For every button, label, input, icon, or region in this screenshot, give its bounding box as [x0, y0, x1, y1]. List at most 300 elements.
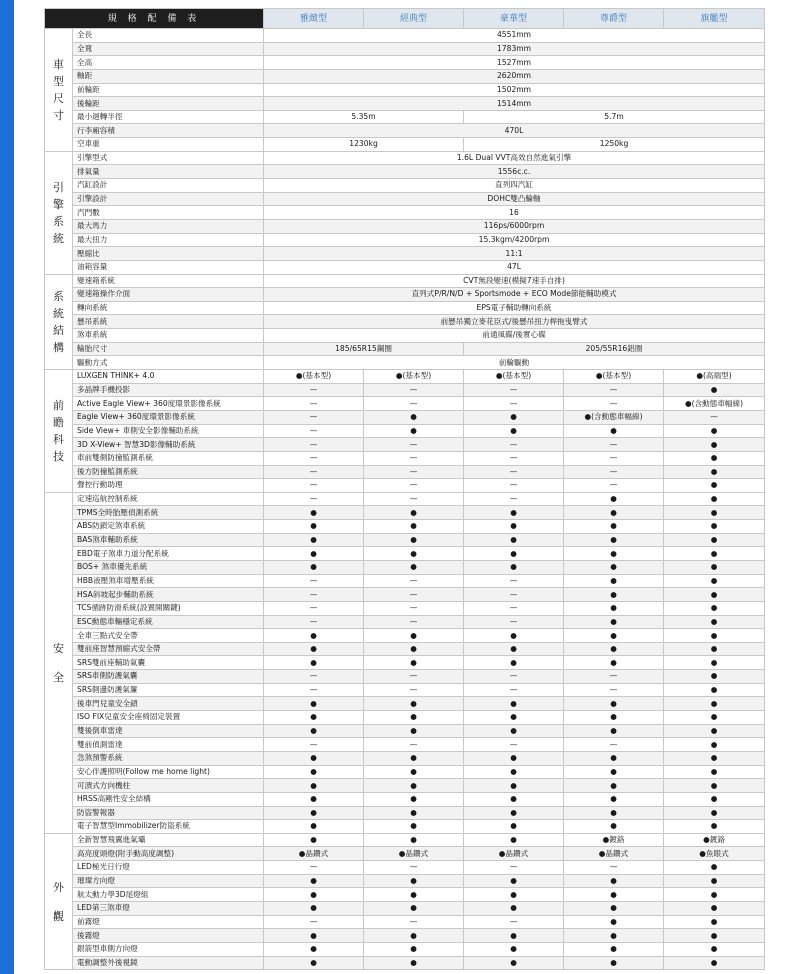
feature-value: ● [664, 656, 765, 670]
table-row [45, 151, 765, 165]
table-row [45, 42, 765, 56]
feature-value: ● [664, 642, 765, 656]
table-row [45, 724, 765, 738]
feature-value: ● [664, 956, 765, 970]
feature-value: ● [364, 629, 464, 643]
feature-value: ● [564, 929, 664, 943]
row-label: 車前雙側防撞監測系統 [73, 451, 264, 465]
feature-value: ● [564, 915, 664, 929]
feature-value: ● [664, 902, 765, 916]
feature-value: ● [364, 820, 464, 834]
feature-value: ● [664, 451, 765, 465]
feature-value: ● [464, 765, 564, 779]
row-label: 最小迴轉半徑 [73, 110, 264, 124]
feature-value: ● [364, 656, 464, 670]
feature-value: — [664, 410, 765, 424]
feature-value: — [464, 397, 564, 411]
feature-value: — [464, 383, 564, 397]
feature-value: — [464, 615, 564, 629]
feature-value: — [364, 479, 464, 493]
feature-value: ● [664, 820, 765, 834]
section-label [45, 833, 73, 969]
feature-value: ● [664, 792, 765, 806]
row-label: 汽缸設計 [73, 179, 264, 193]
row-label: SRS車側防護氣囊 [73, 670, 264, 684]
feature-value: ● [564, 806, 664, 820]
feature-value: ● [464, 533, 564, 547]
table-row [45, 601, 765, 615]
section-label [45, 151, 73, 274]
feature-value: ● [664, 711, 765, 725]
row-label: 煞車系統 [73, 329, 264, 343]
spec-value: 5.35m [264, 110, 464, 124]
table-row [45, 588, 765, 602]
feature-value: ● [464, 902, 564, 916]
feature-value: ● [264, 533, 364, 547]
feature-value: — [264, 410, 364, 424]
section-label-char: 寸 [53, 108, 64, 122]
feature-value: ● [664, 765, 765, 779]
feature-value: ●(高端型) [664, 370, 765, 384]
table-row [45, 533, 765, 547]
feature-value: ● [664, 724, 765, 738]
feature-value: — [564, 683, 664, 697]
feature-value: ● [564, 792, 664, 806]
feature-value: — [264, 465, 364, 479]
table-row [45, 451, 765, 465]
feature-value: — [364, 492, 464, 506]
feature-value: — [264, 601, 364, 615]
feature-value: ●魚眼式 [664, 847, 765, 861]
feature-value: ● [264, 779, 364, 793]
row-label: 前霧燈 [73, 915, 264, 929]
feature-value: — [264, 670, 364, 684]
table-row [45, 492, 765, 506]
feature-value: — [264, 861, 364, 875]
row-label: 懸吊系統 [73, 315, 264, 329]
feature-value: ● [464, 820, 564, 834]
feature-value: ● [264, 902, 364, 916]
feature-value: ● [464, 560, 564, 574]
table-row [45, 642, 765, 656]
feature-value: ● [664, 888, 765, 902]
feature-value: ● [564, 642, 664, 656]
feature-value: ● [564, 751, 664, 765]
feature-value: ● [464, 656, 564, 670]
row-label: 全車三點式安全帶 [73, 629, 264, 643]
feature-value: ● [664, 683, 765, 697]
section-label-char: 技 [53, 449, 64, 463]
feature-value: ● [264, 765, 364, 779]
feature-value: ● [464, 724, 564, 738]
feature-value: — [564, 670, 664, 684]
spec-value: 1502mm [264, 83, 765, 97]
feature-value: — [464, 465, 564, 479]
feature-value: ● [564, 820, 664, 834]
feature-value: ● [264, 656, 364, 670]
row-label: 電動調整外後視鏡 [73, 956, 264, 970]
feature-value: ● [664, 806, 765, 820]
feature-value: ● [664, 779, 765, 793]
row-label: HSA斜坡起步輔助系統 [73, 588, 264, 602]
feature-value: ● [264, 833, 364, 847]
spec-value: 11:1 [264, 247, 765, 261]
row-label: 空車重 [73, 138, 264, 152]
row-label: 電子智慧型Immobilizer防盜系統 [73, 820, 264, 834]
row-label: 全新智慧飛翼進氣壩 [73, 833, 264, 847]
table-row [45, 629, 765, 643]
feature-value: ● [664, 874, 765, 888]
table-row [45, 711, 765, 725]
feature-value: ● [564, 779, 664, 793]
feature-value: ● [564, 560, 664, 574]
section-label-char: 引 [53, 180, 64, 194]
table-row [45, 697, 765, 711]
feature-value: — [264, 438, 364, 452]
feature-value: ● [364, 874, 464, 888]
feature-value: — [364, 601, 464, 615]
table-row [45, 69, 765, 83]
table-row [45, 902, 765, 916]
feature-value: ● [464, 874, 564, 888]
table-row [45, 179, 765, 193]
feature-value: ● [364, 888, 464, 902]
feature-value: ● [264, 697, 364, 711]
table-row [45, 792, 765, 806]
feature-value: ● [564, 888, 664, 902]
feature-value: ● [464, 410, 564, 424]
feature-value: ● [664, 915, 765, 929]
section-label-char: 統 [53, 231, 64, 245]
feature-value: ● [364, 902, 464, 916]
spec-value: 直列四汽缸 [264, 179, 765, 193]
feature-value: — [364, 861, 464, 875]
feature-value: ● [564, 424, 664, 438]
feature-value: ● [664, 438, 765, 452]
row-label: HRSS高剛性安全結構 [73, 792, 264, 806]
table-row [45, 124, 765, 138]
feature-value: — [364, 438, 464, 452]
feature-value: ● [364, 765, 464, 779]
section-label-char: 外 [53, 880, 64, 894]
section-label-char: 安 [53, 641, 64, 655]
section-label-char: 系 [53, 289, 64, 303]
feature-value: ● [564, 942, 664, 956]
feature-value: — [364, 588, 464, 602]
feature-value: — [364, 738, 464, 752]
row-label: 全高 [73, 56, 264, 70]
table-row [45, 547, 765, 561]
table-row [45, 670, 765, 684]
feature-value: ● [364, 424, 464, 438]
feature-value: ● [664, 533, 765, 547]
spec-value: 185/65R15鋼圈 [264, 342, 464, 356]
feature-value: ● [464, 629, 564, 643]
table-row [45, 465, 765, 479]
row-label: 前輪距 [73, 83, 264, 97]
section-label-char: 統 [53, 306, 64, 320]
feature-value: ● [564, 506, 664, 520]
table-row [45, 738, 765, 752]
feature-value: — [264, 915, 364, 929]
feature-value: — [464, 738, 564, 752]
section-label [45, 274, 73, 369]
feature-value: ● [264, 724, 364, 738]
row-label: 雙前偵測雷達 [73, 738, 264, 752]
row-label: Eagle View+ 360度環景影像系統 [73, 410, 264, 424]
table-row [45, 615, 765, 629]
table-row [45, 424, 765, 438]
feature-value: ● [464, 929, 564, 943]
section-label [45, 370, 73, 493]
model-header: 旗艦型 [664, 9, 765, 29]
row-label: LUXGEN THINK+ 4.0 [73, 370, 264, 384]
feature-value: ● [664, 629, 765, 643]
feature-value: — [464, 479, 564, 493]
table-row [45, 83, 765, 97]
row-label: 定速巡航控制系統 [73, 492, 264, 506]
row-label: BAS煞車輔助系統 [73, 533, 264, 547]
feature-value: ● [564, 629, 664, 643]
section-label-char: 觀 [53, 909, 64, 923]
feature-value: ● [564, 956, 664, 970]
feature-value: — [364, 465, 464, 479]
row-label: 可潰式方向機柱 [73, 779, 264, 793]
feature-value: ● [364, 520, 464, 534]
feature-value: ● [364, 410, 464, 424]
feature-value: ●(基本型) [564, 370, 664, 384]
feature-value: ● [464, 547, 564, 561]
feature-value: — [364, 397, 464, 411]
table-row [45, 206, 765, 220]
table-row [45, 861, 765, 875]
feature-value: ● [464, 520, 564, 534]
row-label: 璀璨方向燈 [73, 874, 264, 888]
feature-value: ● [364, 751, 464, 765]
feature-value: ● [264, 751, 364, 765]
table-row [45, 110, 765, 124]
row-label: HBB液壓煞車增壓系統 [73, 574, 264, 588]
feature-value: ● [564, 601, 664, 615]
feature-value: — [364, 451, 464, 465]
feature-value: ● [264, 642, 364, 656]
row-label: ESC動態車輛穩定系統 [73, 615, 264, 629]
feature-value: ● [464, 642, 564, 656]
table-row [45, 315, 765, 329]
feature-value: ● [664, 861, 765, 875]
feature-value: ● [564, 697, 664, 711]
header-row [45, 9, 765, 29]
feature-value: ● [664, 601, 765, 615]
feature-value: — [564, 438, 664, 452]
row-label: 壓縮比 [73, 247, 264, 261]
feature-value: — [464, 438, 564, 452]
feature-value: — [564, 479, 664, 493]
model-header: 雅緻型 [264, 9, 364, 29]
row-label: TPMS全時胎壓偵測系統 [73, 506, 264, 520]
feature-value: — [464, 915, 564, 929]
row-label: Side View+ 車側安全影像輔助系統 [73, 424, 264, 438]
row-label: 輪胎尺寸 [73, 342, 264, 356]
row-label: 最大馬力 [73, 219, 264, 233]
spec-value: 4551mm [264, 29, 765, 43]
spec-value: 1527mm [264, 56, 765, 70]
feature-value: ● [564, 711, 664, 725]
feature-value: — [264, 479, 364, 493]
row-label: 變速箱系統 [73, 274, 264, 288]
table-row [45, 506, 765, 520]
feature-value: ● [464, 506, 564, 520]
spec-value: 1514mm [264, 97, 765, 111]
table-row [45, 370, 765, 384]
model-header: 經典型 [364, 9, 464, 29]
section-label-char: 科 [53, 432, 64, 446]
table-row [45, 656, 765, 670]
table-row [45, 260, 765, 274]
row-label: Active Eagle View+ 360度環景影像系統 [73, 397, 264, 411]
row-label: EBD電子煞車力道分配系統 [73, 547, 264, 561]
feature-value: — [464, 861, 564, 875]
feature-value: ● [264, 506, 364, 520]
feature-value: ● [364, 792, 464, 806]
feature-value: ● [564, 656, 664, 670]
table-row [45, 410, 765, 424]
feature-value: — [564, 397, 664, 411]
table-row [45, 219, 765, 233]
feature-value: ● [364, 779, 464, 793]
spec-value: 2620mm [264, 69, 765, 83]
feature-value: ● [564, 765, 664, 779]
feature-value: ● [464, 779, 564, 793]
feature-value: ●(基本型) [264, 370, 364, 384]
feature-value: — [264, 574, 364, 588]
feature-value: — [464, 601, 564, 615]
row-label: 引擎設計 [73, 192, 264, 206]
feature-value: ● [664, 506, 765, 520]
feature-value: ● [264, 560, 364, 574]
model-header: 尊爵型 [564, 9, 664, 29]
section-label-char: 全 [53, 670, 64, 684]
table-row [45, 329, 765, 343]
spec-value: 205/55R16鋁圈 [464, 342, 765, 356]
feature-value: ● [564, 902, 664, 916]
feature-value: — [364, 683, 464, 697]
feature-value: ● [364, 642, 464, 656]
feature-value: — [264, 738, 364, 752]
row-label: 多晶牌手機投影 [73, 383, 264, 397]
feature-value: ● [564, 588, 664, 602]
feature-value: ● [464, 751, 564, 765]
table-row [45, 247, 765, 261]
table-row [45, 765, 765, 779]
feature-value: ● [664, 929, 765, 943]
table-row [45, 520, 765, 534]
table-row [45, 301, 765, 315]
spec-value: 5.7m [464, 110, 765, 124]
feature-value: ● [464, 956, 564, 970]
feature-value: ●(基本型) [364, 370, 464, 384]
feature-value: ●晶鑽式 [464, 847, 564, 861]
table-row [45, 342, 765, 356]
row-label: 軸距 [73, 69, 264, 83]
feature-value: ● [664, 697, 765, 711]
feature-value: ● [664, 383, 765, 397]
row-label: 油箱容量 [73, 260, 264, 274]
feature-value: — [264, 451, 364, 465]
feature-value: ● [664, 574, 765, 588]
feature-value: — [464, 492, 564, 506]
feature-value: ● [664, 751, 765, 765]
table-row [45, 915, 765, 929]
feature-value: — [564, 383, 664, 397]
table-row [45, 874, 765, 888]
row-label: 後方防撞監測系統 [73, 465, 264, 479]
row-label: 急煞預警系統 [73, 751, 264, 765]
feature-value: ● [364, 956, 464, 970]
feature-value: ● [564, 724, 664, 738]
feature-value: ● [264, 629, 364, 643]
row-label: 後車門兒童安全鎖 [73, 697, 264, 711]
row-label: TCS循跡防滑系統(設置開關鍵) [73, 601, 264, 615]
table-row [45, 29, 765, 43]
spec-value: 前懸吊獨立麥花臣式/後懸吊扭力桿拖曳臂式 [264, 315, 765, 329]
spec-value: 前輪驅動 [264, 356, 765, 370]
feature-value: ● [264, 711, 364, 725]
row-label: 防盜警報器 [73, 806, 264, 820]
feature-value: ● [264, 888, 364, 902]
feature-value: ● [464, 942, 564, 956]
table-row [45, 383, 765, 397]
feature-value: ● [264, 547, 364, 561]
feature-value: — [364, 670, 464, 684]
feature-value: ●(含動態車幅線) [664, 397, 765, 411]
table-row [45, 192, 765, 206]
feature-value: ● [264, 806, 364, 820]
row-label: 轉向系統 [73, 301, 264, 315]
table-row [45, 929, 765, 943]
feature-value: ● [464, 833, 564, 847]
section-label-char: 擎 [53, 197, 64, 211]
feature-value: ● [264, 874, 364, 888]
feature-value: ● [264, 942, 364, 956]
spec-value: DOHC雙凸輪軸 [264, 192, 765, 206]
section-label-char: 尺 [53, 91, 64, 105]
table-row [45, 942, 765, 956]
feature-value: ● [464, 711, 564, 725]
row-label: LED極光日行燈 [73, 861, 264, 875]
feature-value: ● [264, 792, 364, 806]
table-row [45, 751, 765, 765]
feature-value: ● [264, 820, 364, 834]
table-row [45, 438, 765, 452]
row-label: 聲控行動助理 [73, 479, 264, 493]
feature-value: ● [564, 615, 664, 629]
row-label: SRS側邊防護氣簾 [73, 683, 264, 697]
table-row [45, 356, 765, 370]
feature-value: ●鍍鉻 [664, 833, 765, 847]
feature-value: ● [664, 547, 765, 561]
feature-value: ● [664, 588, 765, 602]
table-row [45, 574, 765, 588]
spec-value: 直列式P/R/N/D + Sportsmode + ECO Mode節能輔助模式 [264, 288, 765, 302]
section-label [45, 492, 73, 833]
feature-value: ● [664, 942, 765, 956]
feature-value: ● [364, 547, 464, 561]
feature-value: ● [664, 670, 765, 684]
feature-value: ●鍍鉻 [564, 833, 664, 847]
table-row [45, 560, 765, 574]
feature-value: ● [664, 424, 765, 438]
